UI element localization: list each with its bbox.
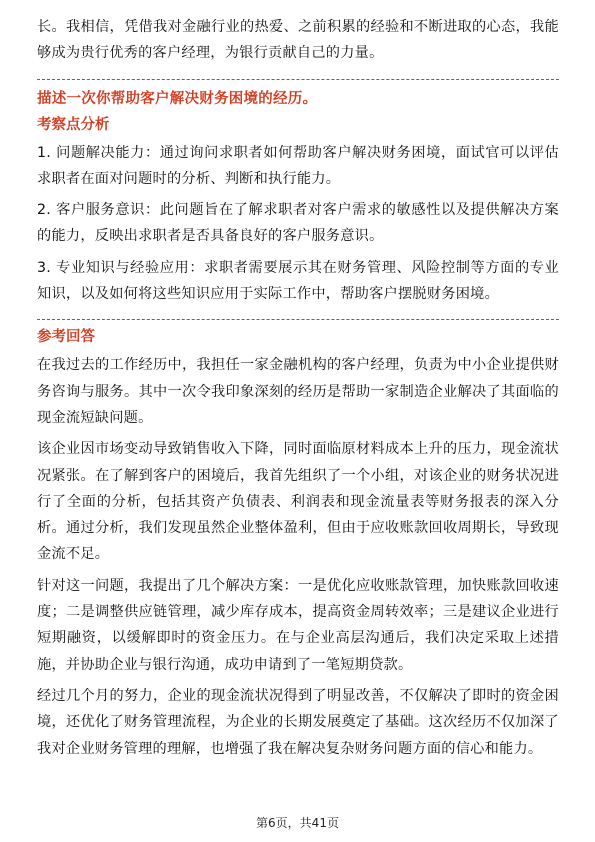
- document-page: [37, 14, 559, 767]
- answer-paragraph: 在我过去的工作经历中，我担任一家金融机构的客户经理，负责为中小企业提供财务咨询与服务。其中一次令我印象深刻的经历是帮助一家制造企业解决了其面临的现金流短缺问题。: [37, 357, 559, 426]
- answer-heading: 参考回答: [37, 329, 95, 346]
- answer-paragraph: 针对这一问题，我提出了几个解决方案：一是优化应收账款管理，加快账款回收速度；二是调整供应链管理，减少库存成本，提高资金周转效率；三是建议企业进行短期融资，以缓解即时的资金压力。在与企业高层沟通后，我们决定采取上述措施，并协助企业与银行沟通，成功申请到了一笔短期贷款。: [37, 577, 559, 673]
- analysis-item: 1. 问题解决能力：通过询问求职者如何帮助客户解决财务困境，面试官可以评估求职者在面对问题时的分析、判断和执行能力。: [37, 144, 559, 187]
- page-number: 第6页，共41页: [256, 816, 339, 830]
- answer-paragraph: 经过几个月的努力，企业的现金流状况得到了明显改善，不仅解决了即时的资金困境，还优化了财务管理流程，为企业的长期发展奠定了基础。这次经历不仅加深了我对企业财务管理的理解，也增强了我在解决复杂财务问题方面的信心和能力。: [37, 687, 559, 757]
- answer-paragraph: 该企业因市场变动导致销售收入下降，同时面临原材料成本上升的压力，现金流状况紧张。在了解到客户的困境后，我首先组织了一个小组，对该企业的财务状况进行了全面的分析，包括其资产负债表、利润表和现金流量表等财务报表的深入分析。通过分析，我们发现虽然企业整体盈利，但由于应收账款回收周期长，导致现金流不足。: [37, 441, 559, 563]
- intro-paragraph: 长。我相信，凭借我对金融行业的热爱、之前积累的经验和不断进取的心态，我能够成为贵行优秀的客户经理，为银行贡献自己的力量。: [37, 19, 559, 62]
- section-divider: [37, 319, 559, 320]
- analysis-item: 3. 专业知识与经验应用：求职者需要展示其在财务管理、风险控制等方面的专业知识，以及如何将这些知识应用于实际工作中，帮助客户摆脱财务困境。: [37, 259, 559, 303]
- interview-question: 描述一次你帮助客户解决财务困境的经历。: [37, 90, 318, 107]
- analysis-heading: 考察点分析: [37, 116, 110, 133]
- section-divider: [37, 79, 559, 80]
- analysis-item: 2. 客户服务意识：此问题旨在了解求职者对客户需求的敏感性以及提供解决方案的能力，反映出求职者是否具备良好的客户服务意识。: [37, 202, 559, 245]
